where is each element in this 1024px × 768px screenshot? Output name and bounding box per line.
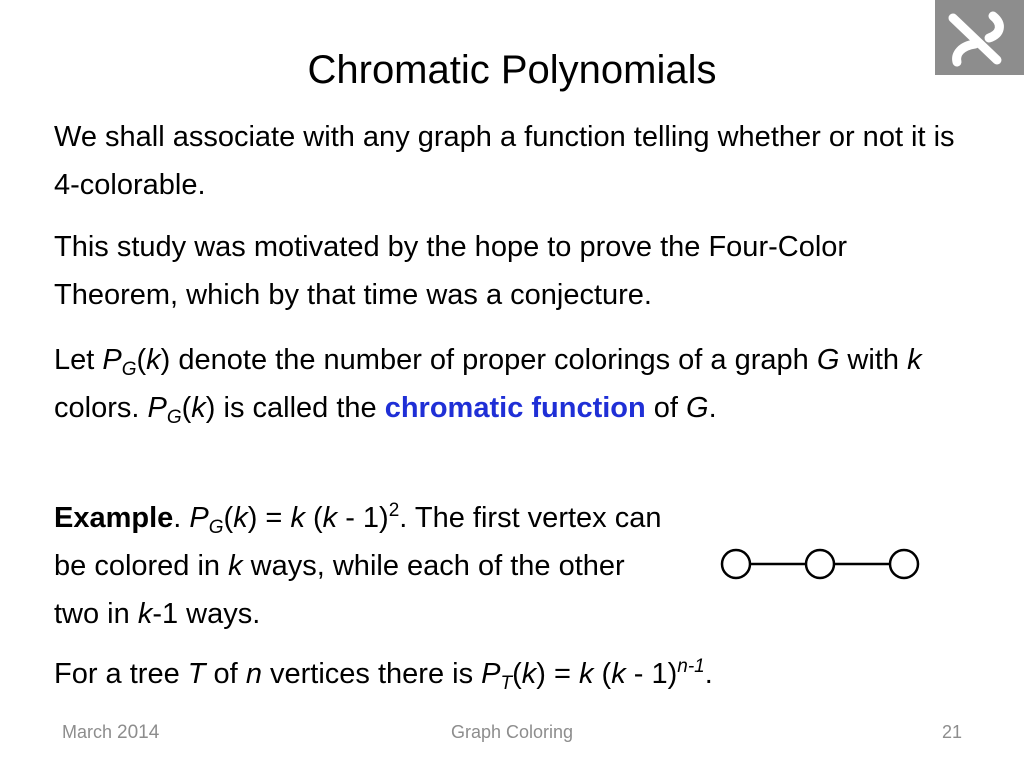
variable-k: k bbox=[322, 502, 338, 534]
variable-g: G bbox=[816, 344, 840, 376]
graph-vertex bbox=[806, 550, 834, 578]
text: ( bbox=[223, 502, 234, 534]
subscript-g: G bbox=[166, 407, 182, 428]
text: ( bbox=[593, 658, 612, 690]
highlighted-term: chromatic function bbox=[384, 392, 646, 424]
text: is called the bbox=[215, 392, 385, 424]
subscript-t: T bbox=[500, 673, 513, 694]
page-number: 21 bbox=[941, 722, 962, 742]
text: . bbox=[708, 392, 717, 424]
variable-g: G bbox=[686, 392, 709, 424]
variable-n: n bbox=[245, 658, 262, 690]
text: - 1) bbox=[625, 658, 678, 690]
variable-k: k bbox=[146, 344, 161, 376]
text: ( bbox=[304, 502, 323, 534]
text: ) = bbox=[536, 658, 579, 690]
footer-year: 2014 bbox=[117, 722, 160, 743]
variable-k: k bbox=[611, 658, 626, 690]
text: ) bbox=[160, 344, 171, 376]
exponent: n-1 bbox=[677, 656, 705, 677]
variable-k: k bbox=[290, 502, 305, 534]
symbol-p: P bbox=[102, 344, 122, 376]
symbol-p: P bbox=[147, 392, 167, 424]
text: of bbox=[645, 392, 687, 424]
variable-k: k bbox=[137, 598, 153, 630]
aleph-logo-glyph bbox=[935, 0, 1024, 75]
text: ( bbox=[136, 344, 147, 376]
variable-k: k bbox=[228, 550, 243, 582]
exponent: 2 bbox=[388, 500, 400, 521]
variable-k: k bbox=[233, 502, 248, 534]
text: ( bbox=[181, 392, 192, 424]
subscript-g: G bbox=[208, 517, 224, 538]
variable-k: k bbox=[907, 344, 922, 376]
slide-title: Chromatic Polynomials bbox=[307, 48, 717, 92]
text: ( bbox=[512, 658, 522, 690]
path-graph-diagram bbox=[718, 544, 928, 584]
variable-k: k bbox=[578, 658, 594, 690]
paragraph-definition bbox=[54, 336, 974, 432]
paragraph-intro: We shall associate with any graph a function telling whether or not it is 4-colorable. bbox=[54, 121, 955, 201]
text: Let bbox=[54, 344, 103, 376]
variable-k: k bbox=[521, 658, 537, 690]
variable-k: k bbox=[191, 392, 206, 424]
symbol-p: P bbox=[189, 502, 209, 534]
text: For a tree bbox=[54, 658, 188, 690]
text: denote the number of proper colorings of a graph bbox=[170, 344, 817, 376]
paragraph-example bbox=[54, 494, 664, 638]
text: . The first vertex can be colored in bbox=[54, 502, 662, 582]
text: with bbox=[839, 344, 908, 376]
paragraph-tree-formula bbox=[54, 650, 974, 698]
text: -1 ways. bbox=[152, 598, 261, 630]
variable-t: T bbox=[187, 658, 206, 690]
subscript-g: G bbox=[121, 359, 137, 380]
footer-month: March bbox=[62, 722, 118, 742]
text: colors. bbox=[54, 392, 148, 424]
text: ) bbox=[205, 392, 216, 424]
graph-vertex bbox=[890, 550, 918, 578]
graph-vertex bbox=[722, 550, 750, 578]
text: ) = bbox=[247, 502, 291, 534]
paragraph-motivation: This study was motivated by the hope to prove the Four-Color Theorem, which by that time was a conjecture. bbox=[54, 231, 848, 311]
footer-title: Graph Coloring bbox=[450, 722, 574, 742]
text: . bbox=[704, 658, 713, 690]
symbol-p: P bbox=[481, 658, 501, 690]
aleph-logo-icon bbox=[935, 0, 1024, 75]
text: . bbox=[173, 502, 190, 534]
text: ways, while each of the other two in bbox=[54, 550, 625, 630]
text: vertices there is bbox=[261, 658, 482, 690]
text: - 1) bbox=[337, 502, 389, 534]
text: of bbox=[205, 658, 246, 690]
example-label: Example bbox=[54, 502, 174, 534]
